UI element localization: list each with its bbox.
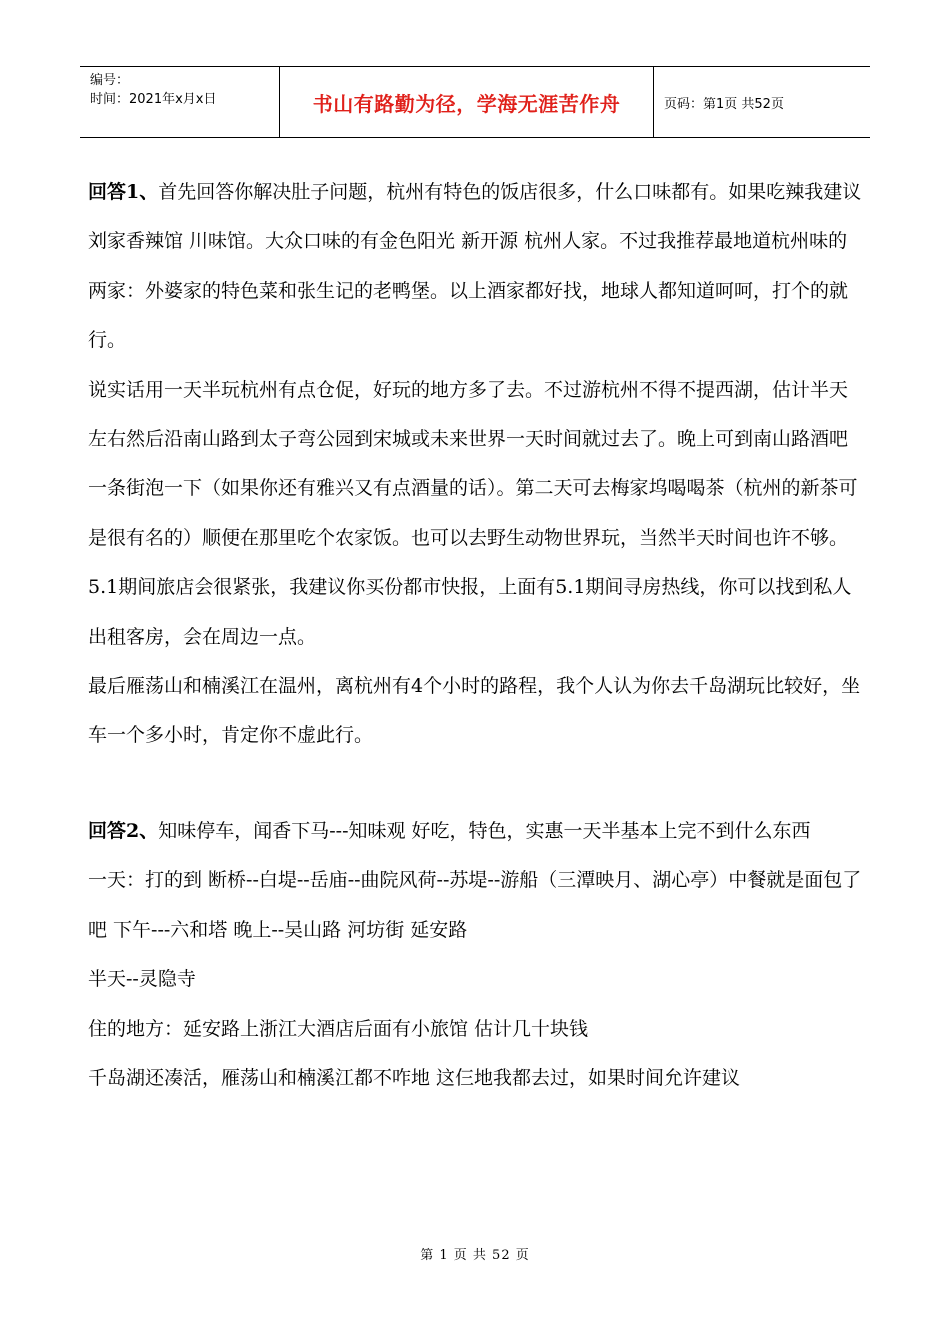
answer2-text-1: 知味停车，闻香下马---知味观 好吃，特色，实惠一天半基本上完不到什么东西 [158,819,811,842]
section-gap [88,761,866,807]
header-motto-cell [280,67,654,137]
answer2-paragraph-1 [88,807,866,856]
answer2-paragraph-2: 一天：打的到 断桥--白堤--岳庙--曲院风荷--苏堤--游船（三潭映月、湖心亭）中餐就是面包了吧 下午---六和塔 晚上--吴山路 河坊街 延安路 [88,869,862,941]
answer1-text-1: 首先回答你解决肚子问题，杭州有特色的饭店很多，什么口味都有。如果吃辣我建议刘家香辣馆 川味馆。大众口味的有金色阳光 新开源 杭州人家。不过我推荐最地道杭州味的两家：外婆家的特色菜和张生记的老鸭堡。以上酒家都好找，地球人都知道呵呵，打个的就行。 [88,181,862,352]
answer2-paragraph-5: 千岛湖还凑活，雁荡山和楠溪江都不咋地 这仨地我都去过，如果时间允许建议 [88,1066,741,1089]
answer1-paragraph-3: 5.1期间旅店会很紧张，我建议你买份都市快报，上面有5.1期间寻房热线，你可以找到私人出租客房，会在周边一点。 [88,576,852,648]
page-header [80,66,870,138]
document-date: 时间：2021年x月x日 [90,92,217,107]
header-motto: 书山有路勤为径，学海无涯苦作舟 [312,91,621,116]
answer1-paragraph-1 [88,168,866,366]
answer2-paragraph-4: 住的地方：延安路上浙江大酒店后面有小旅馆 估计几十块钱 [88,1017,589,1040]
answer1-title-separator: 、 [139,181,159,203]
answer1-title: 回答1 [88,181,140,203]
document-number-label: 编号： [90,73,130,88]
document-body [88,168,866,1103]
header-page-info-cell [654,67,870,137]
answer1-paragraph-4: 最后雁荡山和楠溪江在温州，离杭州有4个小时的路程，我个人认为你去千岛湖玩比较好，坐车一个多小时，肯定你不虚此行。 [88,675,861,747]
answer2-paragraph-3: 半天--灵隐寺 [88,968,196,991]
answer1-paragraph-2: 说实话用一天半玩杭州有点仓促，好玩的地方多了去。不过游杭州不得不提西湖，估计半天左右然后沿南山路到太子弯公园到宋城或未来世界一天时间就过去了。晚上可到南山路酒吧一条街泡一下（如果你还有雅兴又有点酒量的话）。第二天可去梅家坞喝喝茶（杭州的新茶可是很有名的）顺便在那里吃个农家饭。也可以去野生动物世界玩，当然半天时间也许不够。 [88,378,858,549]
answer2-title: 回答2 [88,819,140,842]
header-meta [80,67,280,137]
header-page-info: 页码：第1页 共52页 [664,96,784,112]
answer2-title-separator: 、 [139,819,159,842]
page-footer: 第 1 页 共 52 页 [420,1248,530,1263]
